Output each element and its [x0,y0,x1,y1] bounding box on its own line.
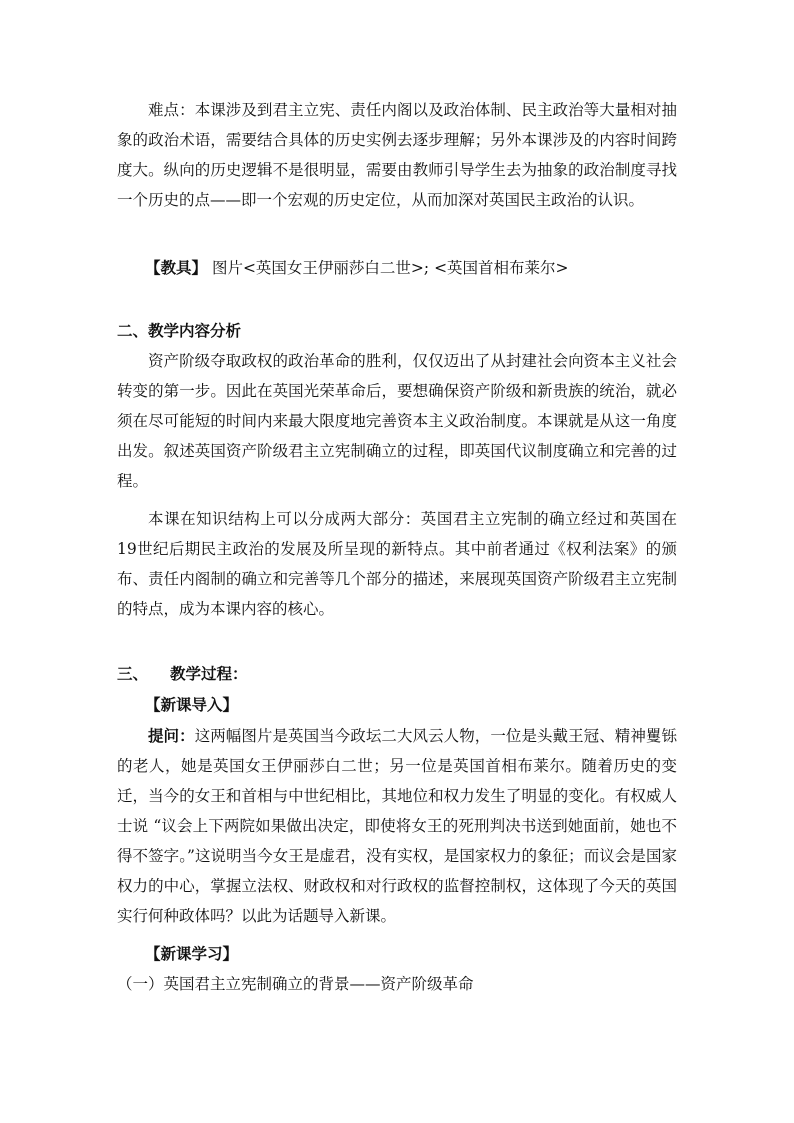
tools-line [145,253,705,283]
section-2-para-1-text: 资产阶级夺取政权的政治革命的胜利，仅仅迈出了从封建社会向资本主义社会转变的第一步。因此在英国光荣革命后，要想确保资产阶级和新贵族的统治，就必须在尽可能短的时间内来最大限度地完善资本主义政治制度。本课就是从这一角度出发。叙述英国资产阶级君主立宪制确立的过程，即英国代议制度确立和完善的过程。 [117,352,677,490]
section-2-para-2 [117,504,677,624]
question-paragraph [117,721,677,931]
section-3-number: 三、 [117,664,149,683]
tools-label: 【教具】 [145,258,208,277]
learn-label: 【新课学习】 [145,944,239,963]
difficulty-paragraph [117,95,677,215]
section-2-heading: 二、教学内容分析 [117,321,242,340]
subsection-1-heading: （一）英国君主立宪制确立的背景——资产阶级革命 [117,975,474,993]
section-2-para-1 [117,346,677,496]
tools-text: 图片<英国女王伊丽莎白二世>; <英国首相布莱尔> [207,259,569,277]
section-3-title: 教学过程： [170,664,248,683]
section-2-para-2-text: 本课在知识结构上可以分成两大部分：英国君主立宪制的确立经过和英国在19世纪后期民主政治的发展及所呈现的新特点。其中前者通过《权利法案》的颁布、责任内阁制的确立和完善等几个部分的描述，来展现英国资产阶级君主立宪制的特点，成为本课内容的核心。 [117,510,677,618]
intro-label: 【新课导入】 [145,695,239,714]
difficulty-label: 难点： [148,101,195,119]
question-text [117,721,677,931]
question-label: 提问： [148,726,195,745]
section-3-heading [117,659,677,689]
difficulty-body: 本课涉及到君主立宪、责任内阁以及政治体制、民主政治等大量相对抽象的政治术语，需要结合具体的历史实例去逐步理解；另外本课涉及的内容时间跨度大。纵向的历史逻辑不是很明显，需要由教师引导学生去为抽象的政治制度寻找一个历史的点——即一个宏观的历史定位，从而加深对英国民主政治的认识。 [117,101,677,209]
difficulty-text [117,95,677,215]
question-body: 这两幅图片是英国当今政坛二大风云人物，一位是头戴王冠、精神矍铄的老人，她是英国女王伊丽莎白二世；另一位是英国首相布莱尔。随着历史的变迁，当今的女王和首相与中世纪相比，其地位和权力发生了明显的变化。有权威人士说 “议会上下两院如果做出决定，即使将女王的死刑判决书送到她面前，她也不得不签字。”这说明当今女王是虚君，没有实权，是国家权力的象征；而议会是国家权力的中心，掌握立法权、财政权和对行政权的监督控制权，这体现了今天的英国实行何种政体吗？以此为话题导入新课。 [117,727,677,925]
